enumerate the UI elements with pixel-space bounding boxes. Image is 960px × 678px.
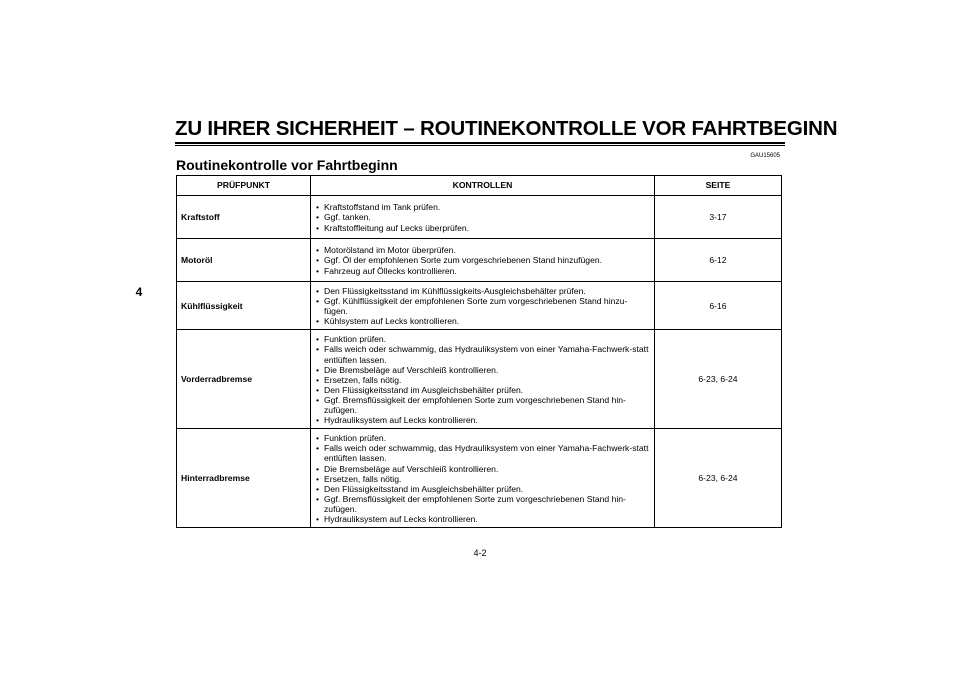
check-item: • Den Flüssigkeitsstand im Kühlflüssigkeits-Ausgleichsbehälter prüfen. — [315, 286, 650, 296]
row-item: Kühlflüssigkeit — [177, 282, 311, 330]
row-item: Vorderradbremse — [177, 330, 311, 429]
table-header-row — [177, 176, 782, 196]
row-checks — [311, 196, 655, 239]
check-item: • Falls weich oder schwammig, das Hydrauliksystem von einer Yamaha-Fachwerk-statt entlüften lassen. — [315, 344, 650, 364]
row-page-ref: 6-12 — [655, 239, 782, 282]
row-page-ref: 6-23, 6-24 — [655, 429, 782, 528]
table-row — [177, 239, 782, 282]
check-item: • Fahrzeug auf Öllecks kontrollieren. — [315, 266, 650, 276]
check-item: • Kraftstoffstand im Tank prüfen. — [315, 202, 650, 212]
check-item: • Ggf. Bremsflüssigkeit der empfohlenen Sorte zum vorgeschriebenen Stand hin-zufügen. — [315, 395, 650, 415]
checklist-table — [176, 175, 782, 528]
check-item: • Motorölstand im Motor überprüfen. — [315, 245, 650, 255]
check-item: • Die Bremsbeläge auf Verschleiß kontrollieren. — [315, 365, 650, 375]
check-item: • Den Flüssigkeitsstand im Ausgleichsbehälter prüfen. — [315, 385, 650, 395]
row-item: Kraftstoff — [177, 196, 311, 239]
check-item: • Ersetzen, falls nötig. — [315, 474, 650, 484]
row-checks — [311, 282, 655, 330]
chapter-title: ZU IHRER SICHERHEIT – ROUTINEKONTROLLE VOR FAHRTBEGINN — [175, 117, 838, 140]
check-item: • Funktion prüfen. — [315, 334, 650, 344]
check-item: • Ggf. tanken. — [315, 212, 650, 222]
check-item: • Die Bremsbeläge auf Verschleiß kontrollieren. — [315, 464, 650, 474]
check-item: • Ggf. Kühlflüssigkeit der empfohlenen Sorte zum vorgeschriebenen Stand hinzu-fügen. — [315, 296, 650, 316]
check-item: • Hydrauliksystem auf Lecks kontrollieren. — [315, 514, 650, 524]
row-page-ref: 6-23, 6-24 — [655, 330, 782, 429]
column-header-page: SEITE — [655, 176, 782, 196]
check-item: • Hydrauliksystem auf Lecks kontrollieren. — [315, 415, 650, 425]
check-item: • Kraftstoffleitung auf Lecks überprüfen. — [315, 223, 650, 233]
column-header-item: PRÜFPUNKT — [177, 176, 311, 196]
table-row — [177, 429, 782, 528]
check-item: • Funktion prüfen. — [315, 433, 650, 443]
row-checks — [311, 330, 655, 429]
check-item: • Kühlsystem auf Lecks kontrollieren. — [315, 316, 650, 326]
page-number: 4-2 — [473, 548, 487, 558]
column-header-checks: KONTROLLEN — [311, 176, 655, 196]
row-checks — [311, 429, 655, 528]
row-checks — [311, 239, 655, 282]
row-item: Motoröl — [177, 239, 311, 282]
chapter-side-tab: 4 — [135, 285, 143, 299]
check-item: • Ersetzen, falls nötig. — [315, 375, 650, 385]
title-rule — [175, 142, 785, 144]
reference-code: GAU15605 — [750, 153, 780, 159]
section-title: Routinekontrolle vor Fahrtbeginn — [176, 157, 398, 173]
table-row — [177, 330, 782, 429]
title-rule-thin — [175, 145, 785, 146]
table-row — [177, 282, 782, 330]
row-page-ref: 3-17 — [655, 196, 782, 239]
check-item: • Ggf. Öl der empfohlenen Sorte zum vorgeschriebenen Stand hinzufügen. — [315, 255, 650, 265]
check-item: • Falls weich oder schwammig, das Hydrauliksystem von einer Yamaha-Fachwerk-statt entlüften lassen. — [315, 443, 650, 463]
check-item: • Den Flüssigkeitsstand im Ausgleichsbehälter prüfen. — [315, 484, 650, 494]
row-item: Hinterradbremse — [177, 429, 311, 528]
row-page-ref: 6-16 — [655, 282, 782, 330]
check-item: • Ggf. Bremsflüssigkeit der empfohlenen Sorte zum vorgeschriebenen Stand hin-zufügen. — [315, 494, 650, 514]
table-row — [177, 196, 782, 239]
